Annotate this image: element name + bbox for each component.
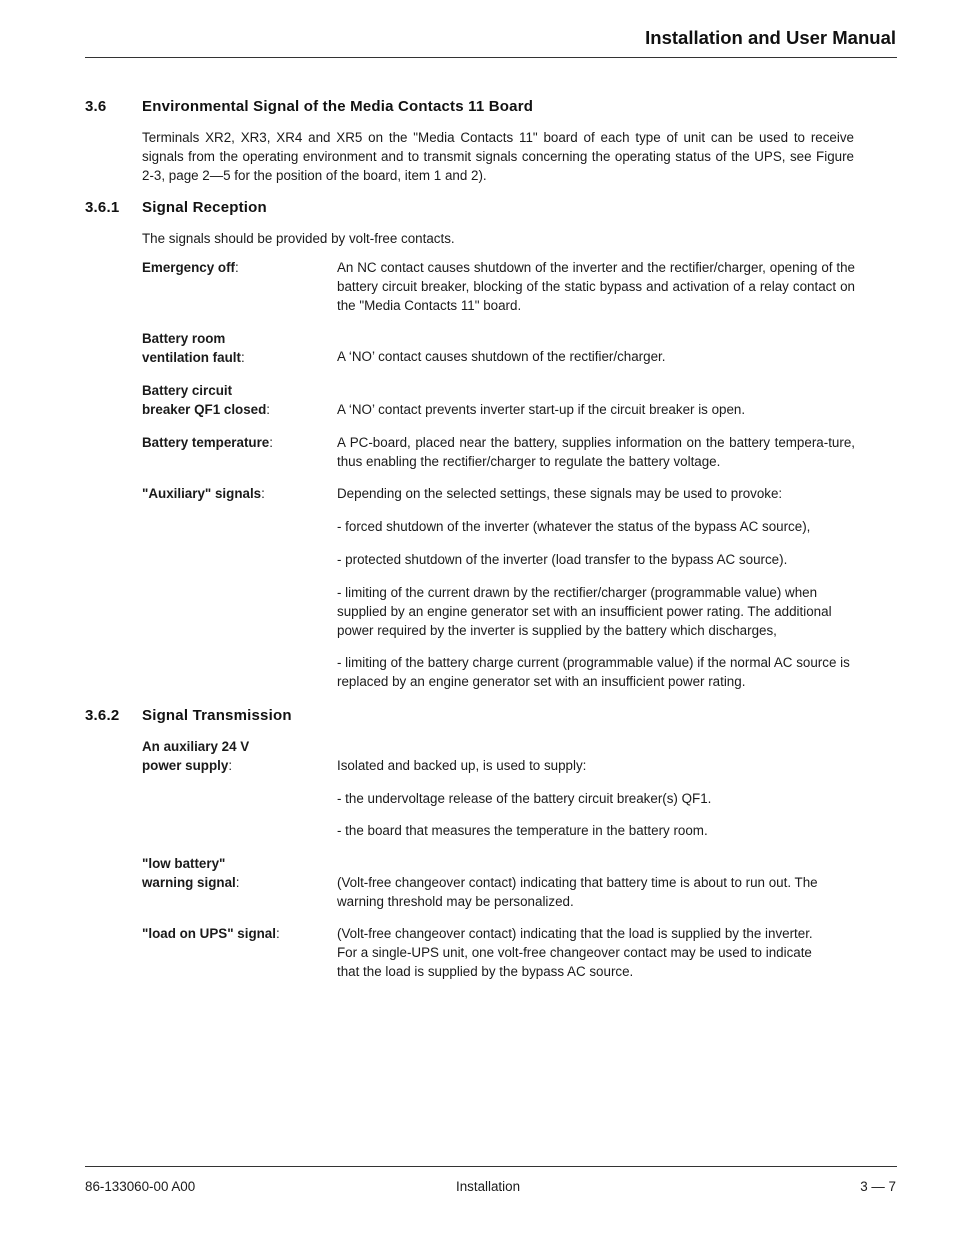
list-item: - the undervoltage release of the battery circuit breaker(s) QF1. <box>337 791 712 806</box>
subsection-title: Signal Transmission <box>142 707 292 724</box>
reception-intro: The signals should be provided by volt-free contacts. <box>142 231 455 246</box>
list-item: - limiting of the current drawn by the rectifier/charger (programmable value) when supplied by an engine generator set with an insufficient power rating. The additional power required by the inverter is supplied by the battery which discharges, <box>337 585 832 638</box>
list-item: - limiting of the battery charge current (programmable value) if the normal AC source is replaced by an engine generator set with an insufficient power rating. <box>337 655 850 689</box>
section-number: 3.6 <box>85 98 107 115</box>
term-low-battery-warning: "low battery" warning signal: <box>142 856 240 890</box>
page-number: 3 — 7 <box>860 1179 896 1194</box>
definition-low-battery-warning: (Volt-free changeover contact) indicating that battery time is about to run out. The warning threshold may be personalized. <box>337 875 818 909</box>
definition-auxiliary-power-supply: Isolated and backed up, is used to supply: <box>337 758 587 773</box>
term-load-on-ups-signal: "load on UPS" signal: <box>142 926 280 941</box>
term-emergency-off: Emergency off: <box>142 260 239 275</box>
section-intro: Terminals XR2, XR3, XR4 and XR5 on the "Media Contacts 11" board of each type of unit can be used to receive signals from the operating environment and to transmit signals concerning the operating status of the UPS, see Figure 2-3, page 2—5 for the position of the board, item 1 and 2). <box>142 130 854 183</box>
footer-rule <box>85 1166 897 1167</box>
footer-doc-number: 86-133060-00 A00 <box>85 1179 196 1194</box>
document-title: Installation and User Manual <box>645 27 896 48</box>
term-battery-room-ventilation-fault: Battery room ventilation fault: <box>142 331 245 365</box>
term-auxiliary-signals: "Auxiliary" signals: <box>142 486 265 501</box>
term-battery-circuit-breaker: Battery circuit breaker QF1 closed: <box>142 383 271 417</box>
header-rule <box>85 57 897 58</box>
subsection-number: 3.6.2 <box>85 707 120 724</box>
list-item: - the board that measures the temperature in the battery room. <box>337 823 708 838</box>
subsection-title: Signal Reception <box>142 199 267 216</box>
definition-load-on-ups-signal: (Volt-free changeover contact) indicating that the load is supplied by the inverter. For a single-UPS unit, one volt-free changeover contact may be used to indicate that the load is supplied by the bypass AC source. <box>337 926 813 979</box>
list-item: - forced shutdown of the inverter (whatever the status of the bypass AC source), <box>337 519 811 534</box>
list-item: - protected shutdown of the inverter (load transfer to the bypass AC source). <box>337 552 788 567</box>
footer-chapter: Installation <box>456 1179 521 1194</box>
section-title: Environmental Signal of the Media Contacts 11 Board <box>142 98 534 115</box>
term-battery-temperature: Battery temperature: <box>142 435 273 450</box>
definition-emergency-off: An NC contact causes shutdown of the inverter and the rectifier/charger, opening of the battery circuit breaker, blocking of the static bypass and activation of a relay contact on the "Media Contacts 11" board. <box>337 260 855 313</box>
subsection-number: 3.6.1 <box>85 199 120 216</box>
term-auxiliary-power-supply: An auxiliary 24 V power supply: <box>142 739 250 773</box>
definition-battery-circuit-breaker: A ‘NO’ contact prevents inverter start-up if the circuit breaker is open. <box>337 402 746 417</box>
definition-battery-room-ventilation-fault: A ‘NO’ contact causes shutdown of the rectifier/charger. <box>337 349 666 364</box>
definition-battery-temperature: A PC-board, placed near the battery, supplies information on the battery tempera-ture, thus enabling the rectifier/charger to regulate the battery voltage. <box>337 435 855 469</box>
definition-auxiliary-signals: Depending on the selected settings, these signals may be used to provoke: <box>337 486 783 501</box>
